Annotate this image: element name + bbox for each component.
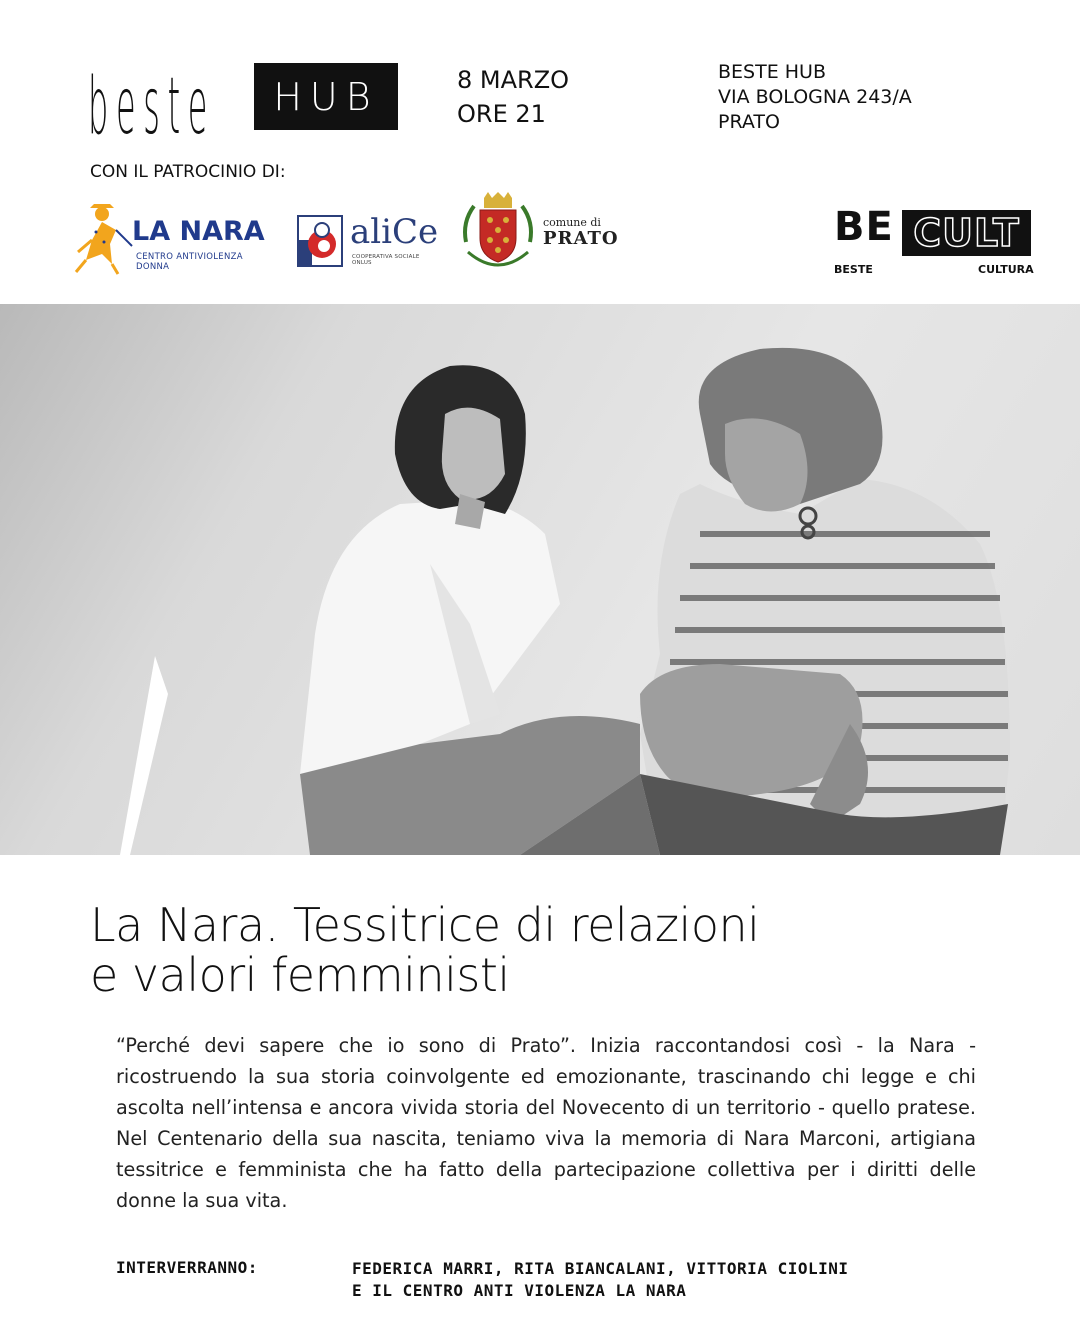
- lanara-figure-icon: [72, 200, 136, 276]
- venue-name: BESTE HUB: [718, 61, 826, 83]
- speakers-label: INTERVERRANNO:: [116, 1258, 258, 1277]
- alice-figure-icon: [294, 210, 350, 270]
- becult-sub-right: CULTURA: [978, 263, 1034, 276]
- event-title: [90, 900, 990, 1000]
- event-title-line1: La Nara. Tessitrice di relazioni: [90, 898, 760, 952]
- lanara-title: LA NARA: [132, 216, 265, 247]
- event-description: “Perché devi sapere che io sono di Prato”. Inizia raccontandosi così - la Nara - ricostruendo la sua storia coinvolgente ed emozionante, trascinando chi legge e chi ascolta nell’intensa e ancora vivida storia del Novecento di un territorio - quello pratese. Nel Centenario della sua nascita, teniamo viva la memoria di Nara Marconi, artigiana tessitrice e femminista che ha fatto della partecipazione collettiva per i diritti delle donne la sua vita.: [116, 1034, 976, 1212]
- prato-logo: [458, 192, 628, 278]
- event-title-line2: e valori femministi: [90, 948, 510, 1002]
- alice-title: aliCe: [350, 212, 439, 252]
- prato-coat-of-arms-icon: [458, 192, 538, 278]
- venue-city: PRATO: [718, 111, 780, 133]
- speakers-line1: FEDERICA MARRI, RITA BIANCALANI, VITTORIA CIOLINI: [352, 1259, 849, 1278]
- becult-sub-left: BESTE: [834, 263, 873, 276]
- event-datetime: [457, 63, 569, 131]
- becult-be-text: BE: [834, 204, 894, 250]
- lanara-subtitle: CENTRO ANTIVIOLENZA DONNA: [136, 252, 243, 272]
- venue-street: VIA BOLOGNA 243/A: [718, 86, 912, 108]
- becult-cult-text: CULT: [913, 211, 1020, 255]
- lanara-logo: [72, 200, 272, 276]
- alice-logo: [294, 210, 439, 270]
- patronage-label: CON IL PATROCINIO DI:: [90, 162, 286, 182]
- hub-logo-text: HUB: [273, 74, 379, 119]
- speakers-list: [352, 1258, 849, 1302]
- becult-cult-box: [902, 210, 1031, 256]
- event-photo: [0, 304, 1080, 855]
- beste-logo-text: beste: [88, 60, 216, 152]
- prato-big-text: PRATO: [543, 228, 619, 249]
- two-women-photo-illustration: [0, 304, 1080, 855]
- alice-subtitle: COOPERATIVA SOCIALE ONLUS: [352, 254, 420, 266]
- becult-logo: [834, 204, 1034, 278]
- event-time: ORE 21: [457, 100, 546, 128]
- speakers-line2: E IL CENTRO ANTI VIOLENZA LA NARA: [352, 1281, 687, 1300]
- prato-small-text: comune di: [543, 216, 601, 229]
- event-date: 8 MARZO: [457, 66, 570, 94]
- venue-address: [718, 60, 912, 135]
- hub-logo-box: [254, 63, 398, 130]
